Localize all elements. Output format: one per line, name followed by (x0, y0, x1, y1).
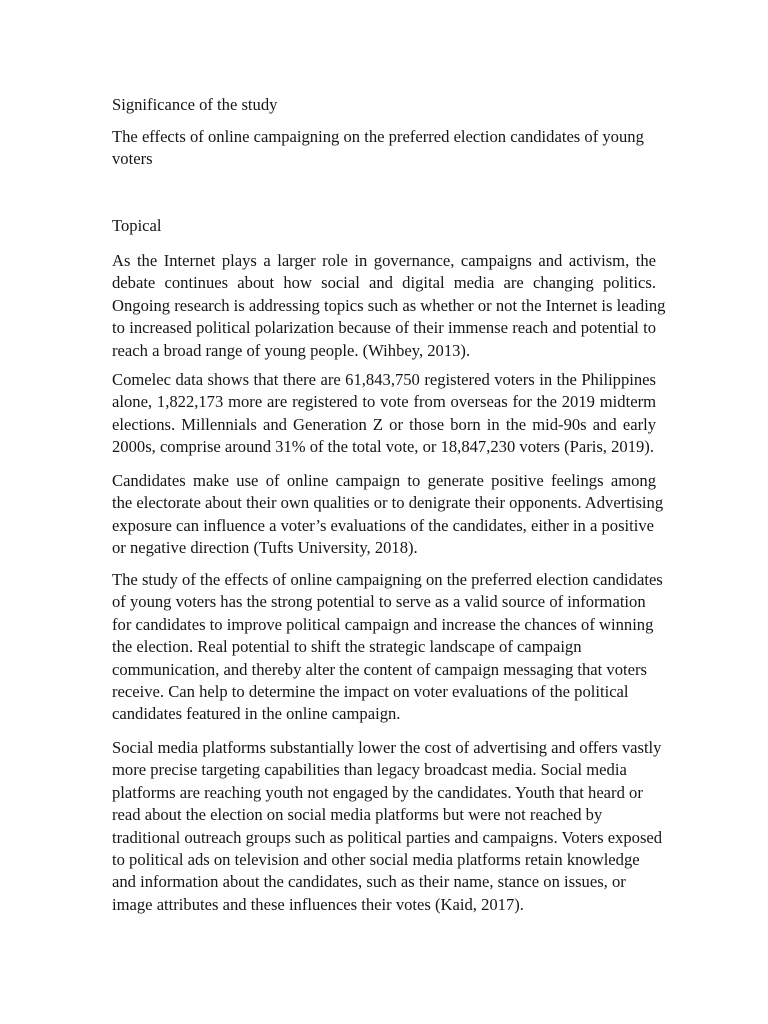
paragraph-line: platforms are reaching youth not engaged by the candidates. Youth that heard or (112, 782, 643, 802)
paragraph-line: As the Internet plays a larger role in governance, campaigns and activism, the (112, 251, 656, 270)
paragraph-2 (112, 369, 656, 459)
paragraph-line: Ongoing research is addressing topics such as whether or not the Internet is leading (112, 295, 666, 315)
paragraph-line: Comelec data shows that there are 61,843,750 registered voters in the Philippines (112, 370, 656, 389)
paragraph-line: and information about the candidates, such as their name, stance on issues, or (112, 872, 626, 892)
paragraph-line: traditional outreach groups such as political parties and campaigns. Voters exposed (112, 827, 663, 847)
paragraph-3 (112, 470, 664, 560)
paragraph-line: exposure can influence a voter’s evaluations of the candidates, either in a positive (112, 515, 655, 535)
title-line: The effects of online campaigning on the preferred election candidates of young (112, 127, 644, 146)
paragraph-line: the electorate about their own qualities or to denigrate their opponents. Advertising (112, 493, 664, 513)
paragraph-4 (112, 569, 663, 726)
paragraph-line: 2000s, comprise around 31% of the total vote, or 18,847,230 voters (Paris, 2019). (112, 437, 654, 457)
section-heading-text: Topical (112, 216, 162, 235)
paragraph-line: reach a broad range of young people. (Wihbey, 2013). (112, 340, 471, 360)
paragraph-line: receive. Can help to determine the impact on voter evaluations of the political (112, 681, 629, 701)
paragraph-line: Candidates make use of online campaign to generate positive feelings among (112, 471, 656, 490)
document-title (112, 126, 656, 171)
paragraph-line: to increased political polarization because of their immense reach and potential to (112, 318, 656, 338)
paragraph-line: The study of the effects of online campaigning on the preferred election candidates (112, 570, 663, 589)
paragraph-line: more precise targeting capabilities than legacy broadcast media. Social media (112, 760, 627, 780)
paragraph-line: Social media platforms substantially lower the cost of advertising and offers vastly (112, 738, 662, 757)
paragraph-1 (112, 250, 666, 362)
title-line: voters (112, 149, 153, 169)
paragraph-line: debate continues about how social and digital media are changing politics. (112, 273, 656, 293)
paragraph-line: alone, 1,822,173 more are registered to vote from overseas for the 2019 midterm (112, 392, 656, 412)
paragraph-line: image attributes and these influences their votes (Kaid, 2017). (112, 894, 524, 914)
paragraph-line: the election. Real potential to shift the strategic landscape of campaign (112, 637, 582, 657)
paragraph-5 (112, 737, 663, 916)
document-heading (112, 94, 656, 116)
paragraph-line: or negative direction (Tufts University, 2018). (112, 538, 418, 558)
paragraph-line: communication, and thereby alter the content of campaign messaging that voters (112, 659, 647, 679)
paragraph-line: elections. Millennials and Generation Z or those born in the mid-90s and early (112, 414, 656, 434)
paragraph-line: read about the election on social media platforms but were not reached by (112, 805, 603, 825)
heading-text: Significance of the study (112, 95, 278, 114)
paragraph-line: for candidates to improve political campaign and increase the chances of winning (112, 614, 654, 634)
paragraph-line: of young voters has the strong potential to serve as a valid source of information (112, 592, 646, 612)
paragraph-line: to political ads on television and other social media platforms retain knowledge (112, 849, 640, 869)
paragraph-line: candidates featured in the online campaign. (112, 704, 401, 724)
section-heading (112, 215, 656, 237)
